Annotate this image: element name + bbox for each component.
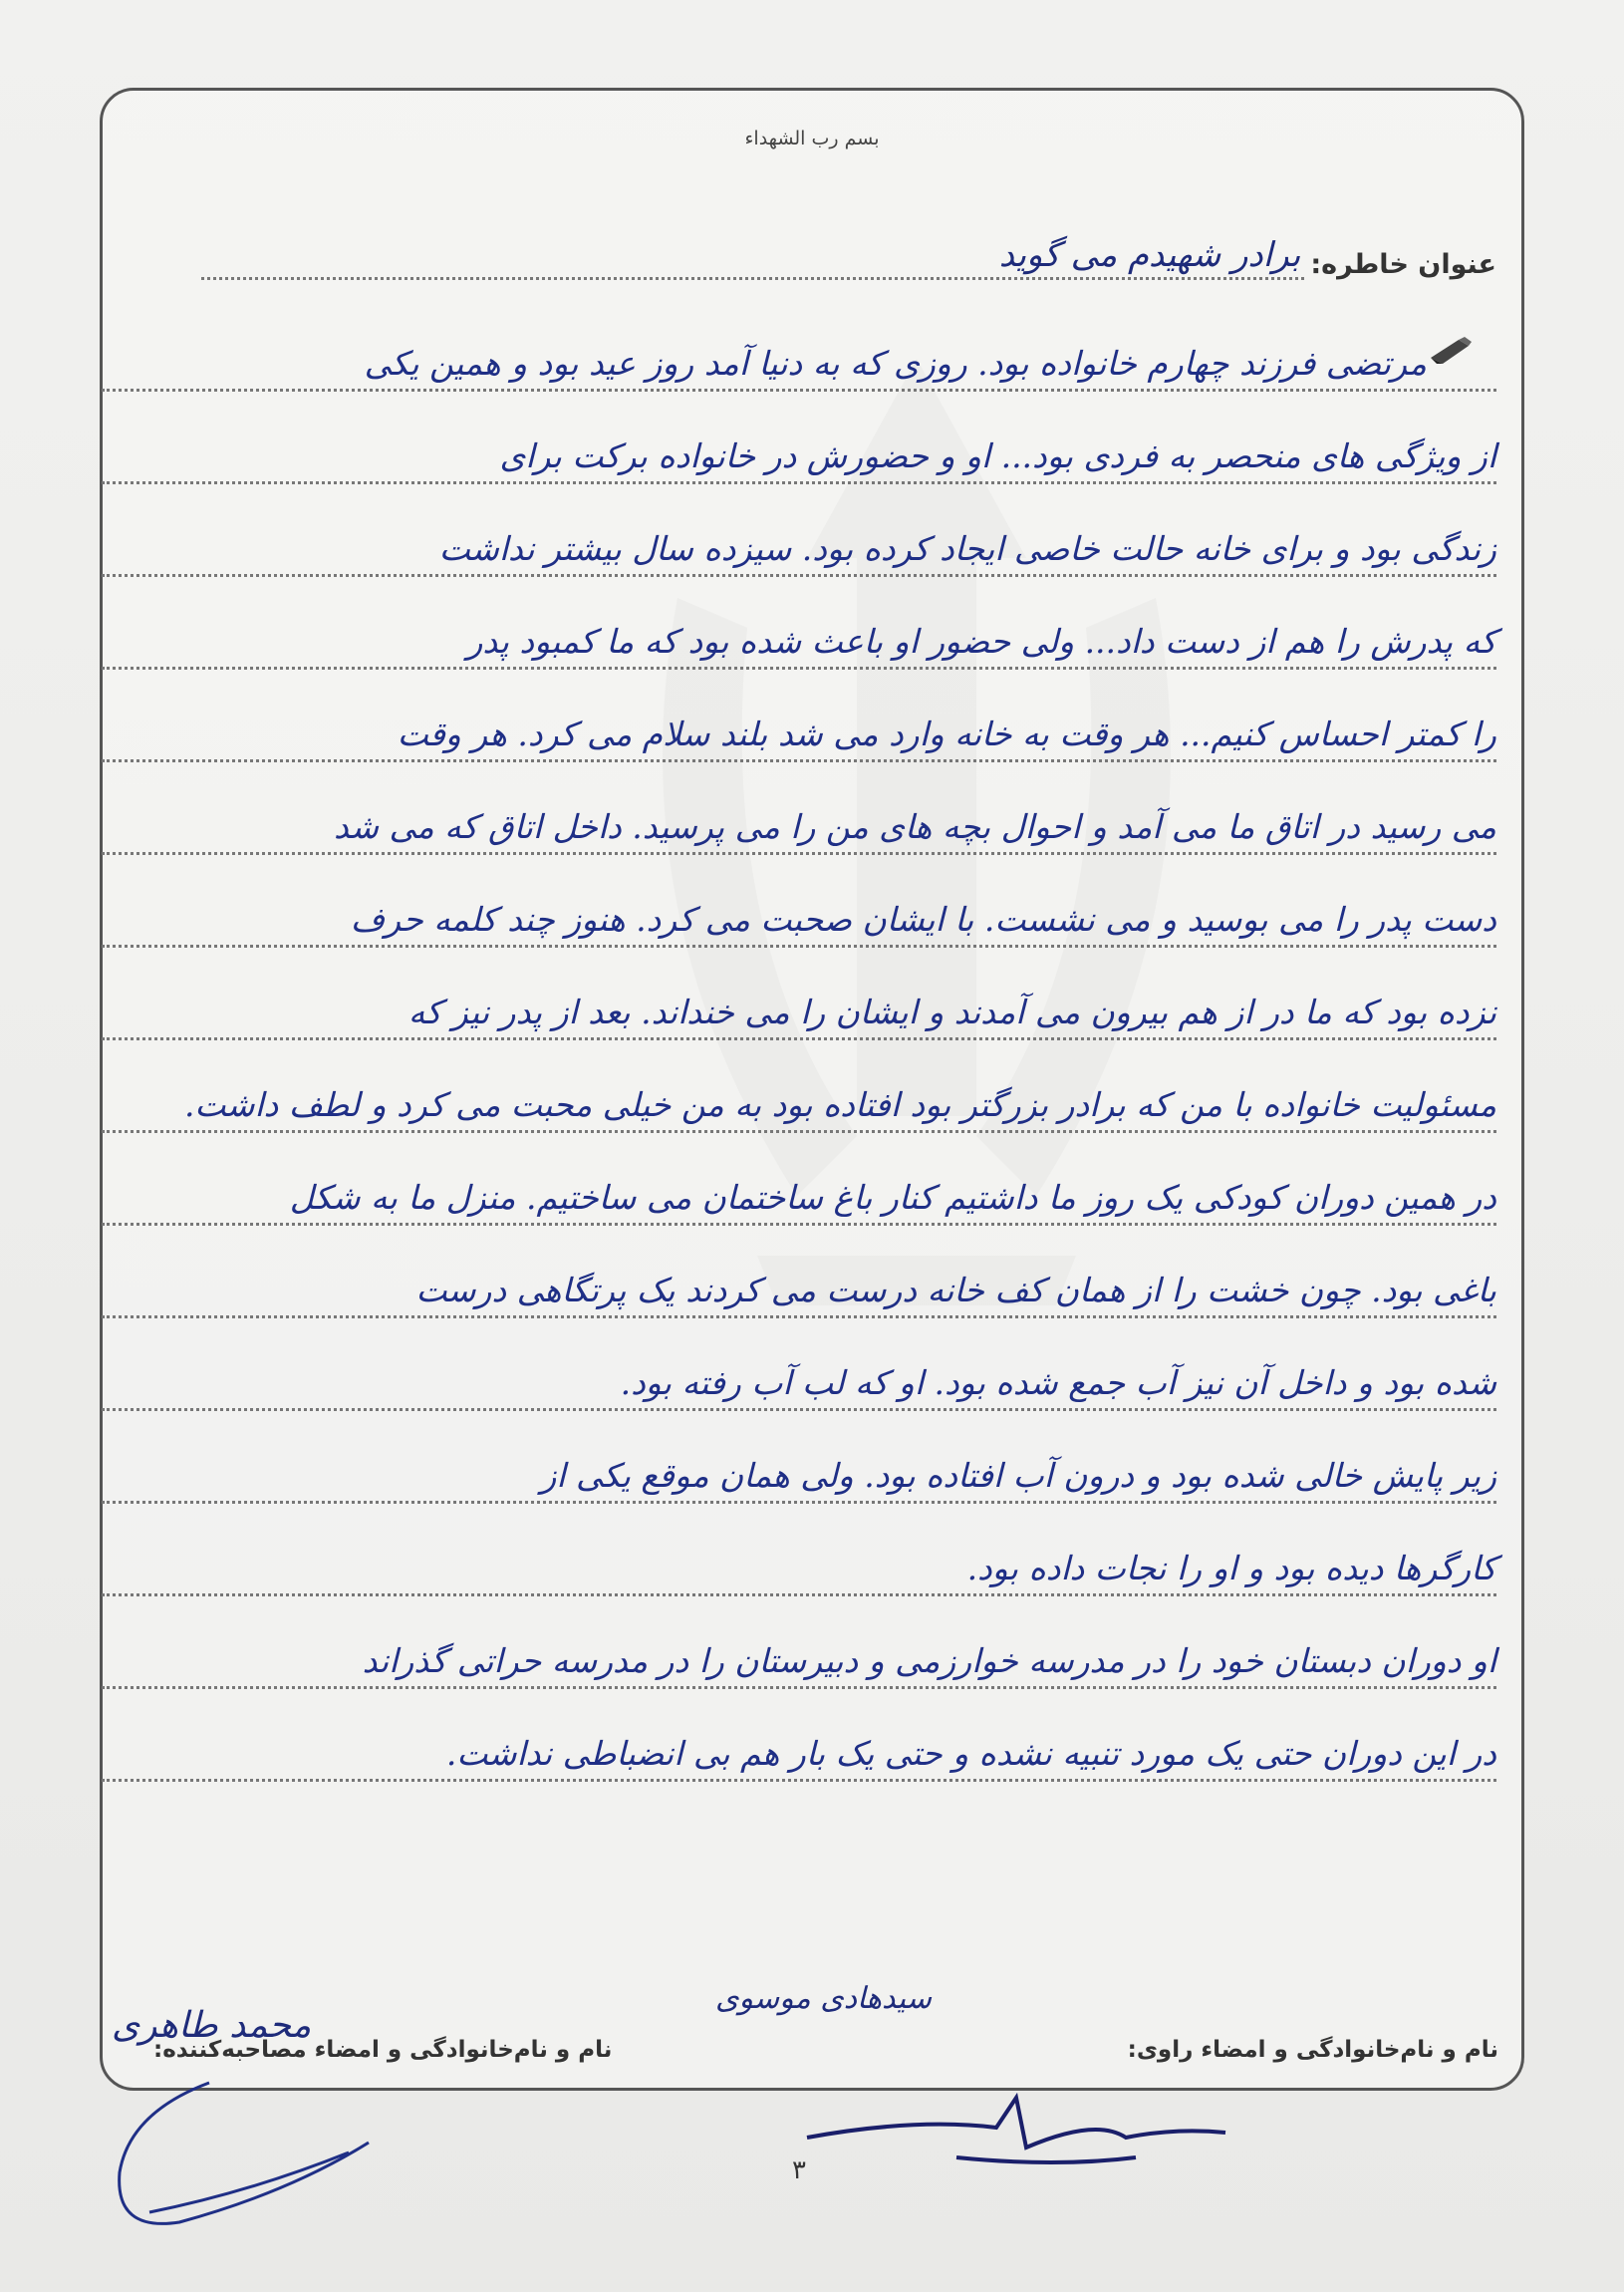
memory-title-value: برادر شهیدم می گوید (998, 235, 1301, 275)
body-line: نزده بود که ما در از هم بیرون می آمدند و ایشان را می خنداند. بعد از پدر نیز که (102, 948, 1496, 1040)
body-line: در این دوران حتی یک مورد تنبیه نشده و حتی یک بار هم بی انضباطی نداشت. (102, 1689, 1496, 1782)
interviewer-signature (797, 2078, 1235, 2187)
body-line: کارگرها دیده بود و او را نجات داده بود. (102, 1504, 1496, 1596)
body-line: باغی بود. چون خشت را از همان کف خانه درست می کردند یک پرتگاهی درست (102, 1226, 1496, 1318)
narrator-signature-label: نام و نام‌خانوادگی و امضاء راوی: (1127, 2037, 1498, 2063)
narrator-name: محمد طاهری (112, 2005, 312, 2046)
body-line: که پدرش را هم از دست داد... ولی حضور او باعث شده بود که ما کمبود پدر (102, 577, 1496, 670)
body-line: را کمتر احساس کنیم... هر وقت به خانه وارد می شد بلند سلام می کرد. هر وقت (102, 670, 1496, 762)
body-line: از ویژگی های منحصر به فردی بود... او و حضورش در خانواده برکت برای (102, 392, 1496, 484)
body-line: مسئولیت خانواده با من که برادر بزرگتر بود افتاده بود به من خیلی محبت می کرد و لطف داشت. (102, 1040, 1496, 1133)
interviewer-name: سیدهادی موسوی (715, 1981, 932, 2016)
body-line: زیر پایش خالی شده بود و درون آب افتاده بود. ولی همان موقع یکی از (102, 1411, 1496, 1504)
signature-labels-row (153, 2023, 1498, 2063)
body-line: دست پدر را می بوسید و می نشست. با ایشان صحبت می کرد. هنوز چند کلمه حرف (102, 855, 1496, 948)
body-line: مرتضی فرزند چهارم خانواده بود. روزی که به دنیا آمد روز عید بود و همین یکی (102, 299, 1496, 392)
body-line: در همین دوران کودکی یک روز ما داشتیم کنار باغ ساختمان می ساختیم. منزل ما به شکل (102, 1133, 1496, 1226)
memory-title-label: عنوان خاطره: (1310, 249, 1496, 280)
body-line: او دوران دبستان خود را در مدرسه خوارزمی و دبیرستان را در مدرسه حراتی گذراند (102, 1596, 1496, 1689)
page-number: ۳ (792, 2155, 806, 2185)
memory-title-row (201, 224, 1496, 280)
interviewer-signature-label: نام و نام‌خانوادگی و امضاء مصاحبه‌کننده: (153, 2037, 613, 2063)
narrator-signature (90, 2073, 389, 2242)
page-header-title: بسم رب الشهداء (744, 128, 880, 149)
body-line: می رسید در اتاق ما می آمد و احوال بچه های من را می پرسید. داخل اتاق که می شد (102, 762, 1496, 855)
memory-title-field (201, 235, 1304, 280)
body-line: زندگی بود و برای خانه حالت خاصی ایجاد کرده بود. سیزده سال بیشتر نداشت (102, 484, 1496, 577)
memory-body (102, 299, 1496, 1782)
body-line: شده بود و داخل آن نیز آب جمع شده بود. او که لب آب رفته بود. (102, 1318, 1496, 1411)
